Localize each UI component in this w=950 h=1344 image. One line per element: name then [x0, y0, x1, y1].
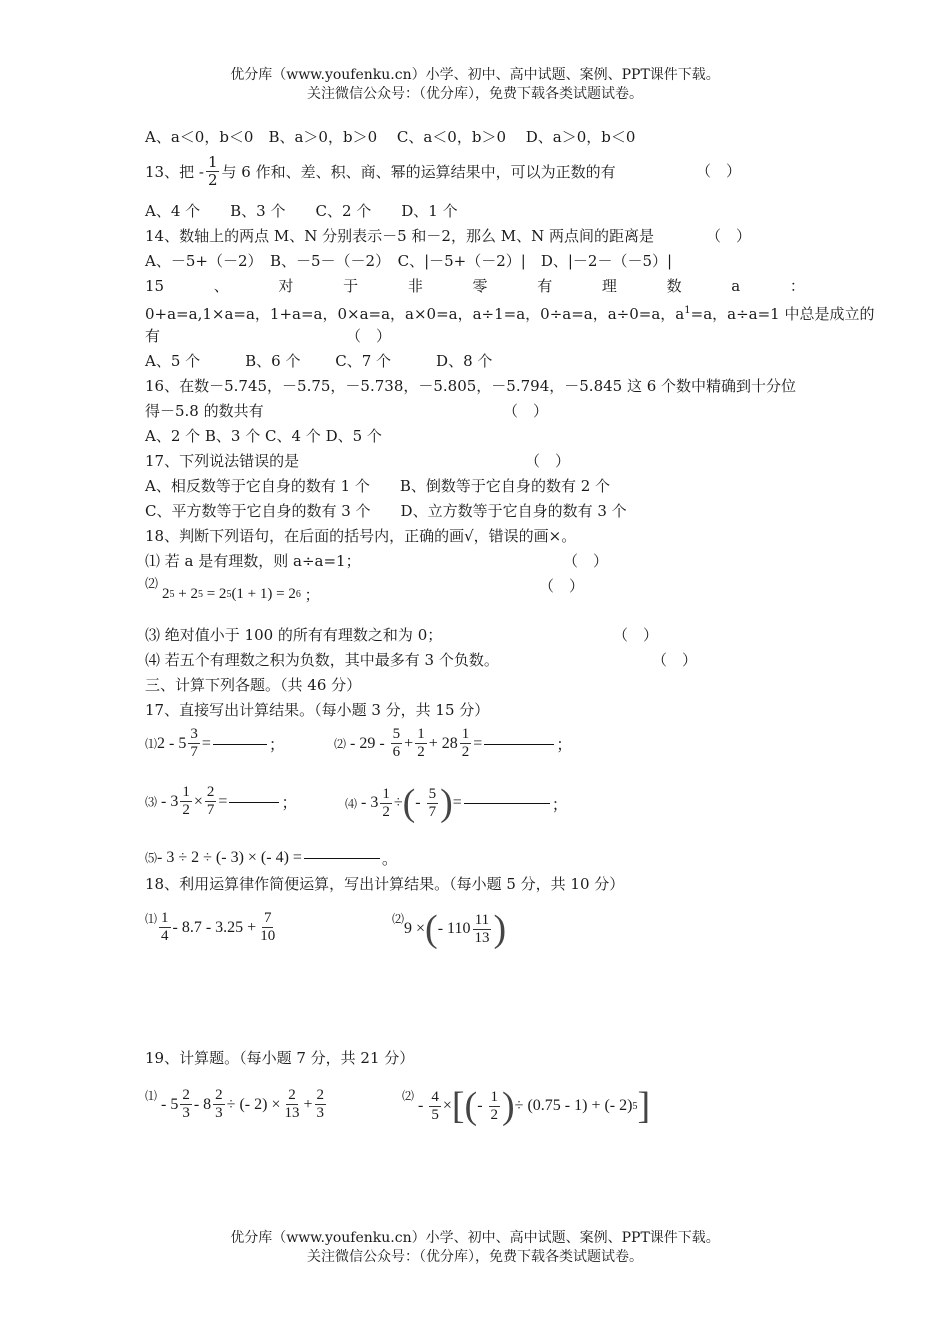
- q18-item-1-paren[interactable]: （ ）: [563, 552, 609, 570]
- q18b-instructions: 18、利用运算律作简便运算，写出计算结果。（每小题 5 分，共 10 分）: [145, 875, 625, 893]
- answer-blank[interactable]: [484, 743, 554, 745]
- q15-answer-paren[interactable]: （ ）: [346, 327, 392, 345]
- q19-instructions: 19、计算题。（每小题 7 分，共 21 分）: [145, 1049, 415, 1067]
- q15-line-2: 0+a=a,1×a=a，1+a=a，0×a=a，a×0=a，a÷1=a，0÷a=a，a÷0=a，$a^1=a$，a÷a=1 中总是成立的: [145, 305, 875, 323]
- q17-options-ab: A、相反数等于它自身的数有 1 个 B、倒数等于它自身的数有 2 个: [145, 477, 611, 495]
- q18b-problem-2: ⑵ 9 × ( - 110 $\frac{11}{13}$ ): [392, 908, 507, 950]
- q12-options: A、a＜0，b＜0 B、a＞0，b＞0 C、a＜0，b＞0 D、a＞0，b＜0: [145, 128, 636, 146]
- q14-answer-paren[interactable]: （ ）: [706, 227, 752, 245]
- q18-item-4: ⑷ 若五个有理数之积为负数，其中最多有 3 个负数。: [145, 651, 499, 669]
- page-header: [0, 66, 950, 104]
- header-line-1: 优分库（www.youfenku.cn）小学、初中、高中试题、案例、PPT课件下载。: [230, 67, 720, 83]
- q15-options: A、5 个 B、6 个 C、7 个 D、8 个: [145, 352, 493, 370]
- q16-answer-paren[interactable]: （ ）: [503, 402, 549, 420]
- q14-options: A、－5+（－2） B、－5－（－2） C、|－5+（－2）| D、|－2－（－5）|: [145, 252, 673, 270]
- q17b-problem-2: ⑵ - 29 - $\frac{5}{6}$ + $\frac{1}{2}$ + 28 $\frac{1}{2}$ = ；: [334, 726, 573, 760]
- q16-options: A、2 个 B、3 个 C、4 个 D、5 个: [145, 427, 382, 445]
- q18-item-3-paren[interactable]: （ ）: [613, 626, 659, 644]
- q13-suffix: 与 6 作和、差、积、商、幂的运算结果中，可以为正数的有: [221, 162, 616, 181]
- q17b-problem-5: ⑸ - 3 ÷ 2 ÷ (- 3) × (- 4) = 。: [145, 848, 398, 868]
- q18-item-2-paren[interactable]: （ ）: [539, 577, 585, 595]
- answer-blank[interactable]: [304, 857, 380, 859]
- q17b-problem-4: ⑷ - 3 $\frac{1}{2}$ ÷ ( - $\frac{5}{7}$ ) = ；: [345, 782, 568, 824]
- q18-item-1: ⑴ 若 a 是有理数，则 a÷a=1；: [145, 552, 361, 570]
- q17b-instructions: 17、直接写出计算结果。（每小题 3 分，共 15 分）: [145, 701, 490, 719]
- q13-options: A、4 个 B、3 个 C、2 个 D、1 个: [145, 202, 458, 220]
- q16-line-2: 得－5.8 的数共有: [145, 402, 264, 420]
- q17b-problem-3: ⑶ - 3 $\frac{1}{2}$ × $\frac{2}{7}$ = ；: [145, 784, 298, 818]
- section-3-title: 三、计算下列各题。（共 46 分）: [145, 676, 362, 694]
- q19-problem-2: ⑵ - $\frac{4}{5}$ × [ ( - $\frac{1}{2}$ ) ÷ (0.75 - 1) + (- 2) 5 ]: [402, 1085, 651, 1127]
- q18b-problem-1: ⑴ $\frac{1}{4}$ - 8.7 - 3.25 + $\frac{7}{10}$: [145, 910, 276, 944]
- q18-instructions: 18、判断下列语句，在后面的括号内，正确的画√，错误的画×。: [145, 527, 577, 545]
- q13-question: [145, 154, 616, 189]
- q17b-problem-1: ⑴ 2 - 5 $\frac{3}{7}$ = ；: [145, 726, 285, 760]
- q18-item-4-paren[interactable]: （ ）: [652, 651, 698, 669]
- q17-question: 17、下列说法错误的是: [145, 452, 300, 470]
- footer-line-2: 关注微信公众号：（优分库），免费下载各类试题试卷。: [307, 1249, 643, 1265]
- q18-item-3: ⑶ 绝对值小于 100 的所有有理数之和为 0；: [145, 626, 443, 644]
- q14-question: 14、数轴上的两点 M、N 分别表示－5 和－2，那么 M、N 两点间的距离是: [145, 227, 654, 245]
- q19-problem-1: ⑴ - 5 $\frac{2}{3}$ - 8 $\frac{2}{3}$ ÷ (- 2) × $\frac{2}{13}$ + $\frac{2}{3}$: [145, 1087, 324, 1121]
- footer-line-1: 优分库（www.youfenku.cn）小学、初中、高中试题、案例、PPT课件下载。: [230, 1230, 720, 1246]
- q18-item-2-label: ⑵: [145, 577, 159, 592]
- q17-options-cd: C、平方数等于它自身的数有 3 个 D、立方数等于它自身的数有 3 个: [145, 502, 627, 520]
- q15-line-3: 有: [145, 327, 161, 345]
- q17-answer-paren[interactable]: （ ）: [525, 452, 571, 470]
- q16-line-1: 16、在数－5.745，－5.75，－5.738，－5.805，－5.794，－5.845 这 6 个数中精确到十分位: [145, 377, 797, 395]
- q13-fraction: $\frac{1}{2}$: [207, 153, 218, 189]
- q13-prefix: 13、把 -: [145, 162, 204, 181]
- q18-item-2-formula: 2 5 + 2 5 = 2 5 (1 + 1) = 2 6 ；: [162, 586, 320, 604]
- page-footer: [0, 1229, 950, 1267]
- answer-blank[interactable]: [213, 743, 267, 745]
- q15-line-1: 15 、 对 于 非 零 有 理 数 a ：: [145, 277, 805, 295]
- q13-answer-paren[interactable]: （ ）: [696, 162, 742, 180]
- answer-blank[interactable]: [464, 802, 550, 804]
- answer-blank[interactable]: [229, 801, 279, 803]
- header-line-2: 关注微信公众号：（优分库），免费下载各类试题试卷。: [307, 86, 643, 102]
